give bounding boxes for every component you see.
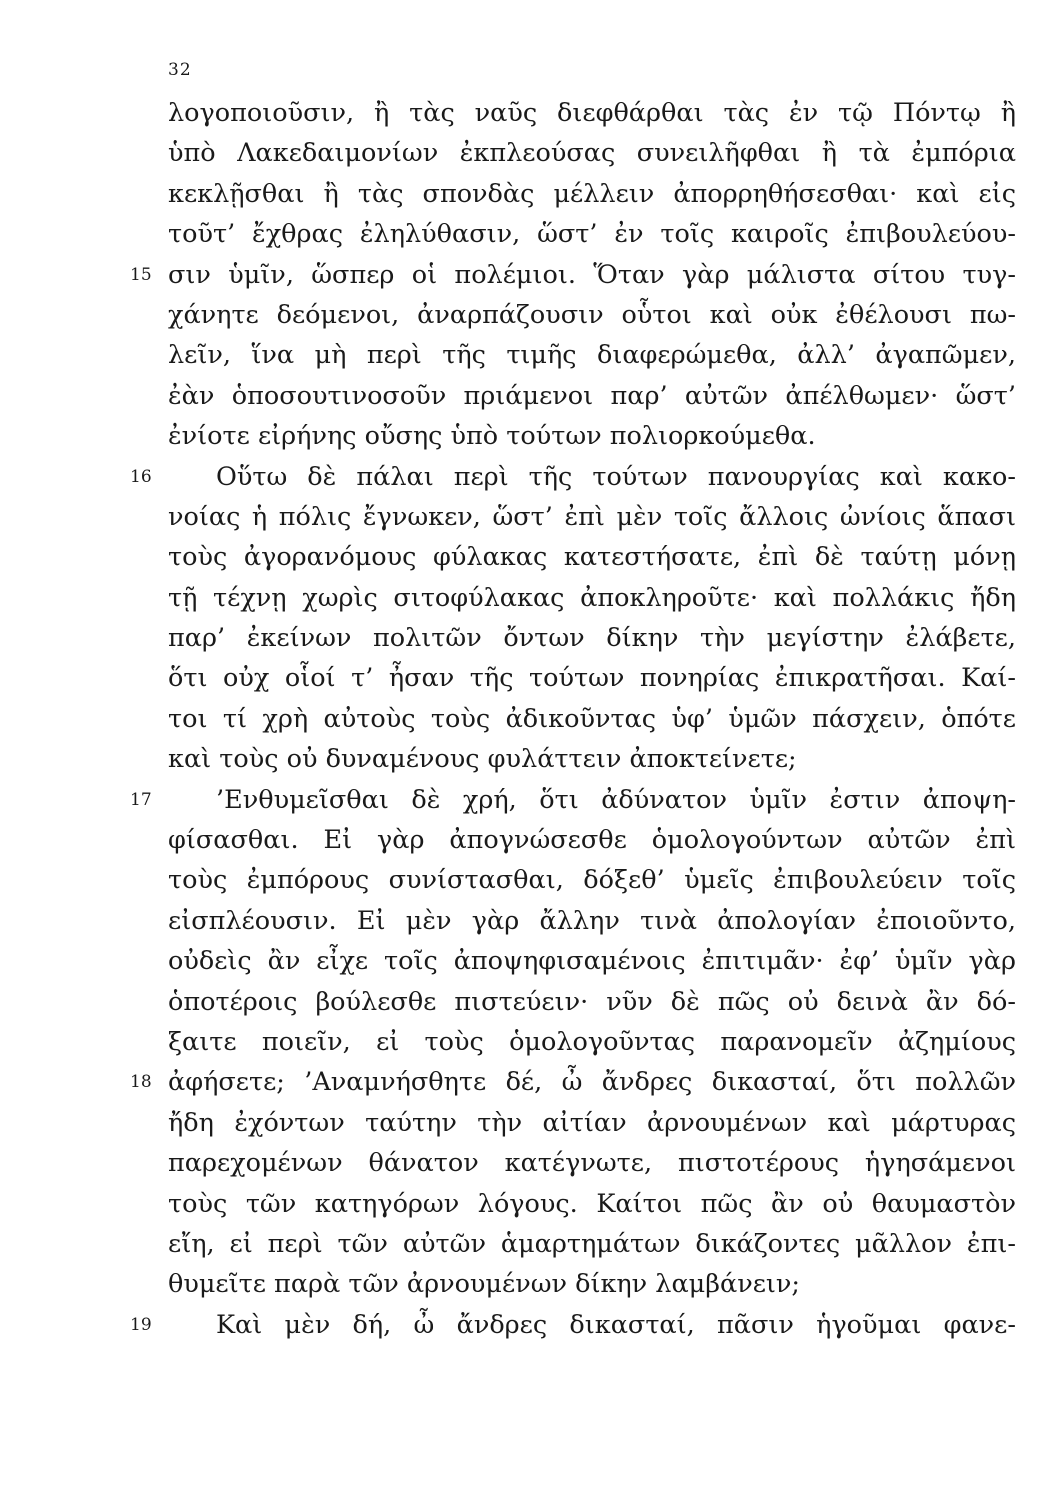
text-line: τοὺς ἐμπόρους συνίστασθαι, δόξεθ’ ὑμεῖς ἐπιβουλεύειν τοῖς	[168, 865, 1016, 896]
text-line: τοῦτ’ ἔχθρας ἐληλύθασιν, ὥστ’ ἐν τοῖς καιροῖς ἐπιβουλεύου-	[168, 219, 1016, 250]
text-line: οὐδεὶς ἂν εἶχε τοῖς ἀποψηφισαμένοις ἐπιτιμᾶν· ἐφ’ ὑμῖν γὰρ	[168, 946, 1016, 977]
text-line: χάνητε δεόμενοι, ἀναρπάζουσιν οὗτοι καὶ οὐκ ἐθέλουσι πω-	[168, 299, 1016, 330]
text-line: παρ’ ἐκείνων πολιτῶν ὄντων δίκην τὴν μεγίστην ἐλάβετε,	[168, 623, 1016, 654]
text-line: ἤδη ἐχόντων ταύτην τὴν αἰτίαν ἀρνουμένων καὶ μάρτυρας	[168, 1107, 1016, 1138]
text-line: 15 σιν ὑμῖν, ὥσπερ οἱ πολέμιοι. Ὅταν γὰρ μάλιστα σίτου τυγ-	[168, 255, 1016, 295]
section-number: 18	[130, 1072, 152, 1093]
text-line: ἐνίοτε εἰρήνης οὔσης ὑπὸ τούτων πολιορκούμεθα.	[168, 421, 816, 452]
text-line: ξαιτε ποιεῖν, εἰ τοὺς ὁμολογοῦντας παρανομεῖν ἀζημίους	[168, 1026, 1016, 1057]
greek-text-body	[130, 93, 1016, 1345]
text-line: 17 ’Ενθυμεῖσθαι δὲ χρή, ὅτι ἀδύνατον ὑμῖν ἐστιν ἀποψη-	[168, 780, 1016, 820]
text-line: φίσασθαι. Εἰ γὰρ ἀπογνώσεσθε ὁμολογούντων αὐτῶν ἐπὶ	[168, 825, 1016, 856]
text-line: τῇ τέχνῃ χωρὶς σιτοφύλακας ἀποκληροῦτε· καὶ πολλάκις ἤδη	[168, 582, 1016, 613]
text-line: λογοποιοῦσιν, ἢ τὰς ναῦς διεφθάρθαι τὰς ἐν τῷ Πόντῳ ἢ	[168, 98, 1016, 128]
text-line: κεκλῇσθαι ἢ τὰς σπονδὰς μέλλειν ἀπορρηθήσεσθαι· καὶ εἰς	[168, 178, 1016, 209]
text-line: ἐὰν ὁποσουτινοσοῦν πριάμενοι παρ’ αὐτῶν ἀπέλθωμεν· ὥστ’	[168, 380, 1016, 411]
text-line: 18 ἀφήσετε; ’Αναμνήσθητε δέ, ὦ ἄνδρες δικασταί, ὅτι πολλῶν	[168, 1062, 1016, 1102]
text-line: λεῖν, ἵνα μὴ περὶ τῆς τιμῆς διαφερώμεθα, ἀλλ’ ἀγαπῶμεν,	[168, 340, 1016, 371]
text-line: ὑπὸ Λακεδαιμονίων ἐκπλεούσας συνειλῆφθαι ἢ τὰ ἐμπόρια	[168, 138, 1016, 169]
text-line: παρεχομένων θάνατον κατέγνωτε, πιστοτέρους ἡγησάμενοι	[168, 1148, 1016, 1179]
section-number: 19	[130, 1314, 152, 1335]
text-line: ὅτι οὐχ οἷοί τ’ ἦσαν τῆς τούτων πονηρίας ἐπικρατῆσαι. Καί-	[168, 663, 1016, 694]
text-line: 16 Οὕτω δὲ πάλαι περὶ τῆς τούτων πανουργίας καὶ κακο-	[168, 457, 1016, 497]
text-line: τοι τί χρὴ αὐτοὺς τοὺς ἀδικοῦντας ὑφ’ ὑμῶν πάσχειν, ὁπότε	[168, 703, 1016, 734]
text-line: εἴη, εἰ περὶ τῶν αὐτῶν ἁμαρτημάτων δικάζοντες μᾶλλον ἐπι-	[168, 1228, 1016, 1259]
text-line: νοίας ἡ πόλις ἔγνωκεν, ὥστ’ ἐπὶ μὲν τοῖς ἄλλοις ὠνίοις ἅπασι	[168, 501, 1016, 532]
text-line: τοὺς τῶν κατηγόρων λόγους. Καίτοι πῶς ἂν οὐ θαυμαστὸν	[168, 1188, 1016, 1219]
text-line: καὶ τοὺς οὐ δυναμένους φυλάττειν ἀποκτείνετε;	[168, 744, 797, 775]
text-line: τοὺς ἀγορανόμους φύλακας κατεστήσατε, ἐπὶ δὲ ταύτῃ μόνῃ	[168, 542, 1016, 573]
text-line: ὁποτέροις βούλεσθε πιστεύειν· νῦν δὲ πῶς οὐ δεινὰ ἂν δό-	[168, 986, 1016, 1017]
section-number: 17	[130, 789, 152, 810]
section-number: 15	[130, 264, 152, 285]
page-number: 32	[168, 60, 192, 80]
text-line: 19 Καὶ μὲν δή, ὦ ἄνδρες δικασταί, πᾶσιν ἡγοῦμαι φανε-	[168, 1305, 1016, 1345]
section-number: 16	[130, 466, 152, 487]
text-line: θυμεῖτε παρὰ τῶν ἀρνουμένων δίκην λαμβάνειν;	[168, 1269, 801, 1300]
text-line: εἰσπλέουσιν. Εἰ μὲν γὰρ ἄλλην τινὰ ἀπολογίαν ἐποιοῦντο,	[168, 905, 1016, 936]
